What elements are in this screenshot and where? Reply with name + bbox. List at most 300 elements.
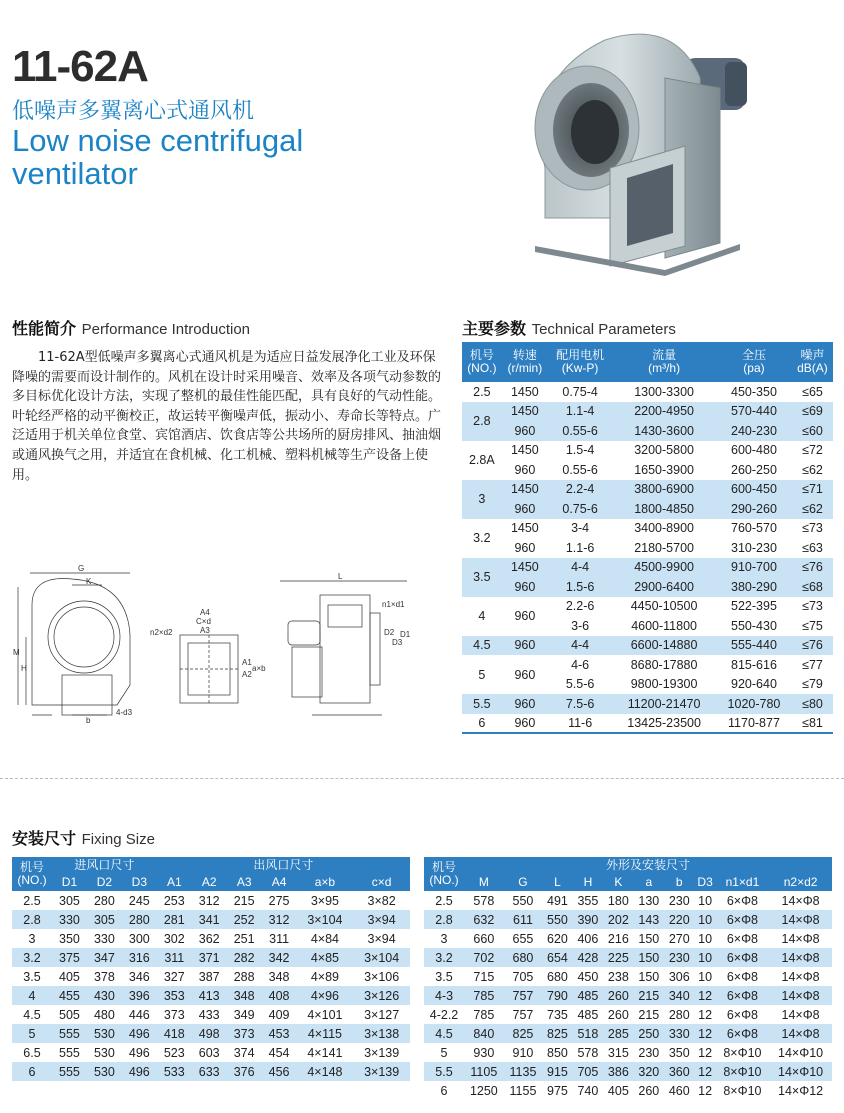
tech-cell: ≤73 [802,521,823,536]
fixl-col-header: D1 [52,874,87,891]
fixr-cell: 5 [440,1045,448,1060]
fixl-cell: 374 [233,1045,255,1060]
fixr-cell: 150 [634,948,664,967]
fixl-head-no-en: (NO.) [17,873,47,887]
fixl-cell: 4.5 [23,1007,41,1022]
fixr-cell: 6×Φ8 [726,969,758,984]
dim-n1d1: n1×d1 [382,600,405,609]
fixr-cell: 550 [512,893,534,908]
fixr-cell: 518 [573,1024,603,1043]
fixl-cell: 4 [12,986,52,1005]
tech-cell: 3200-5800 [634,443,694,458]
fixl-cell: 346 [128,969,150,984]
fixl-cell: 288 [233,969,255,984]
fixr-cell: 740 [577,1083,599,1098]
tech-row [462,499,833,519]
tech-row [462,538,833,558]
tech-cell: 1450 [510,443,539,458]
tech-cell: 6600-14880 [612,636,716,656]
fixr-cell: 10 [698,893,713,908]
fixl-cell: 6 [12,1062,52,1081]
tech-cell: 13425-23500 [627,716,701,731]
tech-cell: 4-4 [548,558,612,578]
side-view-drawing [280,572,411,715]
fixl-cell: 215 [233,893,255,908]
fixl-cell: 330 [93,931,115,946]
fixr-cell: 340 [664,986,694,1005]
product-title-en [12,124,303,190]
tech-cell: 260-250 [731,462,777,477]
tech-cell-no: 3.5 [462,558,502,597]
fixing-size-table-overall [424,857,832,1100]
tech-cell: 2180-5700 [634,540,694,555]
fixr-cell: 230 [638,1045,660,1060]
tech-header-en: (r/min) [507,361,543,375]
tech-cell: 555-440 [716,636,792,656]
tech-row [462,597,833,617]
fixl-cell: 6.5 [23,1045,41,1060]
tech-cell-speed: 960 [514,609,536,623]
fixl-cell: 555 [59,1045,80,1060]
tech-header-2 [548,342,612,382]
tech-cell: 1430-3600 [612,421,716,441]
tech-cell: 522-395 [731,599,777,614]
tech-cell: 960 [502,421,548,441]
fixr-cell: 4.5 [424,1024,464,1043]
dim-G: G [78,565,85,573]
fixr-cell: 260 [607,1007,629,1022]
tech-row [462,441,833,461]
fixr-cell: 12 [694,1062,715,1081]
performance-text: 11-62A型低噪声多翼离心式通风机是为适应日益发展净化工业及环保降噪的需要而设计制作的。风机在设计时采用噪音、效率及各项气动参数的多目标优化设计方法，实现了整机的最佳性能匹配，具有良好的气动性能。叶轮经严格的动平衡校正，故运转平衡噪声低，振动小、寿命长等特点。广泛适用于机关单位食堂、宾馆酒店、饮食店等公共场所的厨房排风、抽油烟或通风换气之用，并适宜在食机械、化工机械、塑料机械等生产设备上使用。 [12,350,442,483]
fixl-cell: 633 [192,1062,227,1081]
fixr-cell: 790 [542,986,572,1005]
fixl-cell: 302 [163,931,185,946]
tech-cell: 960 [502,694,548,714]
tech-header-5 [792,342,833,382]
tech-cell: 8680-17880 [630,657,698,672]
tech-cell-no: 2.8 [462,402,502,441]
fixl-cell: 456 [262,1062,297,1081]
dim-A2: A2 [242,670,252,679]
dim-b: b [86,716,91,725]
tech-cell: ≤73 [802,599,823,614]
tech-header-en: dB(A) [797,361,828,375]
tech-cell: 310-230 [731,540,777,555]
fixl-cell: 523 [163,1045,185,1060]
fixr-cell: 6×Φ8 [726,1007,758,1022]
fixl-col-header: D3 [122,874,157,891]
fixr-cell: 757 [504,986,543,1005]
fixing-heading [12,826,155,849]
fixl-cell: 280 [93,893,115,908]
tech-cell: 4500-9900 [612,558,716,578]
tech-header-en: (pa) [743,361,765,375]
fixl-cell: 498 [192,1024,227,1043]
dimension-drawings [12,565,452,725]
fixl-cell: 376 [227,1062,262,1081]
fixl-cell: 281 [157,910,192,929]
model-number: 11-62A [12,42,148,91]
dim-axb: a×b [252,664,266,673]
tech-cell: 2200-4950 [612,402,716,422]
fixl-head-no-cn: 机号 [19,860,44,874]
fixl-cell: 408 [262,986,297,1005]
tech-cell: ≤62 [802,462,823,477]
fixr-cell: 491 [547,893,568,908]
tech-cell: 4-4 [548,636,612,656]
fixl-cell: 533 [157,1062,192,1081]
fixl-cell: 280 [122,910,157,929]
fixr-cell: 238 [607,969,629,984]
tech-cell: ≤60 [792,421,833,441]
fixr-cell: 4-2.2 [429,1007,459,1022]
fixl-cell: 4×96 [297,986,354,1005]
fixl-row [12,967,410,986]
fixl-row [12,986,410,1005]
tech-cell: 1.5-4 [565,443,595,458]
tech-cell: 3400-8900 [634,521,694,536]
tech-cell-no: 2.8A [468,453,495,467]
fixl-head-inlet: 进风口尺寸 [52,857,157,874]
dim-D3: D3 [392,638,403,647]
dim-D1: D1 [400,630,411,639]
fixr-cell: 14×Φ8 [781,1007,820,1022]
fixr-cell: 3.5 [435,969,453,984]
fixr-cell: 1105 [464,1062,504,1081]
fixr-cell: 225 [603,948,633,967]
fixl-cell: 3×106 [364,969,400,984]
fixr-cell: 850 [547,1045,568,1060]
fixr-cell: 12 [694,1024,715,1043]
fixr-cell: 180 [607,893,629,908]
tech-cell: 920-640 [731,677,777,692]
technical-table-bottom-rule [462,732,833,734]
fixl-cell: 373 [163,1007,185,1022]
fixr-cell: 14×Φ8 [769,1024,832,1043]
fixl-col-header: A1 [157,874,192,891]
tech-header-3 [612,342,716,382]
fixl-cell: 3×126 [353,986,410,1005]
fixl-cell: 3×95 [310,893,339,908]
fixr-cell: 330 [664,1024,694,1043]
fixl-cell: 5 [12,1024,52,1043]
fixr-cell: 2.8 [424,910,464,929]
fixr-cell: 825 [504,1024,543,1043]
fixr-row [424,929,832,948]
fixl-cell: 530 [87,1024,122,1043]
tech-cell: 2900-6400 [612,577,716,597]
fixl-cell: 396 [122,986,157,1005]
fixr-cell: 350 [668,1045,690,1060]
tech-cell-speed: 960 [514,667,536,682]
fixl-cell: 312 [198,893,220,908]
fixr-cell: 428 [573,948,603,967]
fixr-cell: 3 [440,931,448,946]
tech-cell: ≤76 [792,636,833,656]
tech-cell: 450-350 [731,384,777,399]
tech-header-1 [502,342,548,382]
tech-cell: ≤81 [802,716,823,731]
fixl-cell: 496 [128,1045,150,1060]
fixl-cell: 375 [52,948,87,967]
fixl-cell: 312 [262,910,297,929]
fixr-cell: 285 [603,1024,633,1043]
fixr-cell: 215 [634,986,664,1005]
fixr-cell: 320 [634,1062,664,1081]
fixl-cell: 4×115 [297,1024,354,1043]
tech-cell: 550-430 [731,618,777,633]
performance-heading-en: Performance Introduction [81,321,251,338]
fixr-col-header: b [664,874,694,891]
tech-cell: ≤69 [792,402,833,422]
tech-header-en: (Kw-P) [561,361,599,375]
fixr-cell: 485 [573,986,603,1005]
fixr-cell: 578 [473,893,495,908]
fixl-cell: 3×94 [353,910,410,929]
fixl-row [12,1043,410,1062]
fixr-row [424,967,832,986]
fixr-cell: 14×Φ8 [781,969,820,984]
fixr-row [424,1043,832,1062]
fixr-cell: 5.5 [424,1062,464,1081]
fixr-col-header: K [603,874,633,891]
fixr-cell: 260 [603,986,633,1005]
fixl-cell: 4×141 [307,1045,343,1060]
fixl-cell: 378 [93,969,115,984]
fixl-cell: 4×148 [297,1062,354,1081]
tech-header-cn: 配用电机 [556,348,605,362]
tech-header-cn: 流量 [652,348,677,362]
tech-cell-no: 5.5 [462,694,502,714]
fixr-cell: 390 [573,910,603,929]
fixl-cell: 3×138 [353,1024,410,1043]
tech-cell-no: 4.5 [462,636,502,656]
tech-cell: ≤65 [802,384,823,399]
fixl-cell: 3×139 [353,1062,410,1081]
tech-cell: 600-480 [731,443,777,458]
fixr-cell: 757 [512,1007,534,1022]
dim-A1: A1 [242,658,252,667]
tech-cell: 240-230 [716,421,792,441]
fixr-cell: 705 [512,969,534,984]
tech-cell: 1.5-6 [548,577,612,597]
fixl-cell: 3×104 [297,910,354,929]
tech-cell: 960 [502,577,548,597]
fixl-cell: 305 [87,910,122,929]
fixl-cell: 496 [122,1062,157,1081]
fixr-cell: 216 [607,931,629,946]
tech-header-cn: 全压 [741,348,766,362]
fixl-row [12,1005,410,1024]
fixr-cell: 14×Φ8 [781,931,820,946]
fixl-cell: 433 [198,1007,220,1022]
tech-cell: 1450 [510,384,539,399]
fixl-cell: 311 [157,948,192,967]
tech-cell: 1450 [510,521,539,536]
fixr-cell: 578 [577,1045,599,1060]
fixl-cell: 496 [122,1024,157,1043]
fixr-cell: 6×Φ8 [726,931,758,946]
fixing-size-table-inlet-outlet [12,857,410,1081]
fixr-cell: 1135 [504,1062,543,1081]
fixing-heading-en: Fixing Size [81,831,155,848]
fixl-cell: 418 [157,1024,192,1043]
fixl-cell: 2.8 [12,910,52,929]
fixl-cell: 342 [262,948,297,967]
fixr-cell: 705 [573,1062,603,1081]
fixl-cell: 348 [227,986,262,1005]
tech-cell: 960 [502,499,548,519]
tech-header-en: (NO.) [467,361,497,375]
fixl-col-header: A3 [227,874,262,891]
tech-cell: 960 [514,716,536,731]
tech-cell: 3-4 [571,521,590,536]
fixl-cell: 349 [233,1007,255,1022]
fixr-head-group: 外形及安装尺寸 [464,857,832,874]
fixr-cell: 220 [664,910,694,929]
fixr-cell: 735 [547,1007,568,1022]
tech-row [462,714,833,734]
fixr-cell: 14×Φ10 [769,1062,832,1081]
fixr-cell: 1250 [469,1083,498,1098]
fixr-cell: 12 [694,986,715,1005]
fixr-cell: 10 [694,910,715,929]
tech-cell: 815-616 [731,657,777,672]
fixr-col-header: G [504,874,543,891]
tech-cell-no: 6 [478,716,486,731]
fixl-head-outlet: 出风口尺寸 [157,857,410,874]
tech-row [462,460,833,480]
dim-A4: A4 [200,608,210,617]
fixl-row [12,910,410,929]
fixl-cell: 305 [59,893,80,908]
tech-cell: 1020-780 [716,694,792,714]
fixr-row [424,986,832,1005]
tech-row [462,577,833,597]
fixr-cell: 14×Φ8 [781,893,820,908]
fixr-cell: 910 [512,1045,534,1060]
fixr-row [424,910,832,929]
tech-row [462,480,833,500]
fixl-cell: 353 [157,986,192,1005]
dim-A3: A3 [200,626,210,635]
fixl-col-header: A2 [192,874,227,891]
fixl-cell: 282 [227,948,262,967]
fixr-cell: 915 [542,1062,572,1081]
tech-cell-no: 2.5 [473,384,491,399]
fixr-cell: 150 [638,969,660,984]
fixl-cell: 311 [269,931,290,946]
tech-cell: ≤80 [792,694,833,714]
fixr-cell: 10 [698,931,713,946]
tech-header-0 [462,342,502,382]
fixl-cell: 253 [163,893,185,908]
fixr-cell: 4-3 [424,986,464,1005]
tech-row [462,636,833,656]
fixr-cell: 611 [504,910,543,929]
fixl-cell: 330 [52,910,87,929]
fixr-cell: 130 [638,893,660,908]
fixl-col-header: D2 [87,874,122,891]
tech-cell: 0.55-6 [562,462,598,477]
fixr-cell: 406 [577,931,599,946]
fixl-cell: 3.2 [12,948,52,967]
fixl-cell: 455 [52,986,87,1005]
tech-row [462,694,833,714]
tech-header-cn: 机号 [469,348,494,362]
technical-heading-cn: 主要参数 [462,319,527,338]
fixr-cell: 825 [542,1024,572,1043]
tech-header-cn: 转速 [512,348,537,362]
tech-cell-no: 3 [462,480,502,519]
fixl-cell: 3×94 [367,931,396,946]
fixl-cell: 555 [52,1062,87,1081]
performance-heading [12,316,250,339]
fixl-row [12,1062,410,1081]
fixl-cell: 530 [93,1045,115,1060]
tech-cell: 2.2-6 [565,599,595,614]
fixr-cell: 6×Φ8 [716,948,769,967]
fixl-cell: 316 [122,948,157,967]
fixl-row [12,948,410,967]
tech-cell: 1800-4850 [612,499,716,519]
fixl-cell: 530 [87,1062,122,1081]
fixr-head-no-cn: 机号 [431,860,456,874]
fixr-cell: 280 [668,1007,690,1022]
tech-cell: ≤62 [792,499,833,519]
fixr-cell: 3.2 [424,948,464,967]
fixr-cell: 660 [473,931,495,946]
fixl-cell: 3×104 [353,948,410,967]
fixr-cell: 632 [464,910,504,929]
fixl-cell: 348 [268,969,290,984]
fixl-col-header: a×b [297,874,354,891]
fixl-cell: 603 [198,1045,220,1060]
fixl-cell: 252 [227,910,262,929]
tech-cell: 0.75-4 [562,384,598,399]
fixl-cell: 3×139 [364,1045,400,1060]
technical-heading [462,316,676,339]
fixr-col-header: L [542,874,572,891]
fixl-cell: 413 [192,986,227,1005]
fixing-heading-cn: 安装尺寸 [12,829,77,848]
fixl-cell: 430 [87,986,122,1005]
fixr-cell: 6×Φ8 [716,1024,769,1043]
tech-cell: 600-450 [716,480,792,500]
tech-cell: ≤77 [802,657,823,672]
fixl-cell: 4×84 [310,931,339,946]
fixr-cell: 270 [668,931,690,946]
tech-header-4 [716,342,792,382]
fixr-cell: 8×Φ10 [723,1045,762,1060]
fixr-cell: 12 [698,1007,713,1022]
tech-row [462,558,833,578]
tech-cell: 0.75-6 [548,499,612,519]
tech-cell: 1.1-4 [548,402,612,422]
tech-cell: 380-290 [716,577,792,597]
tech-cell: 960 [514,540,536,555]
dim-H: H [21,664,27,673]
fixl-cell: 409 [268,1007,290,1022]
fixl-cell: 2.5 [23,893,41,908]
fixl-col-header: A4 [262,874,297,891]
dim-Cxd: C×d [196,617,211,626]
fixl-cell: 347 [87,948,122,967]
fixr-cell: 315 [607,1045,629,1060]
fixr-cell: 6×Φ8 [716,910,769,929]
fixl-cell: 362 [198,931,220,946]
